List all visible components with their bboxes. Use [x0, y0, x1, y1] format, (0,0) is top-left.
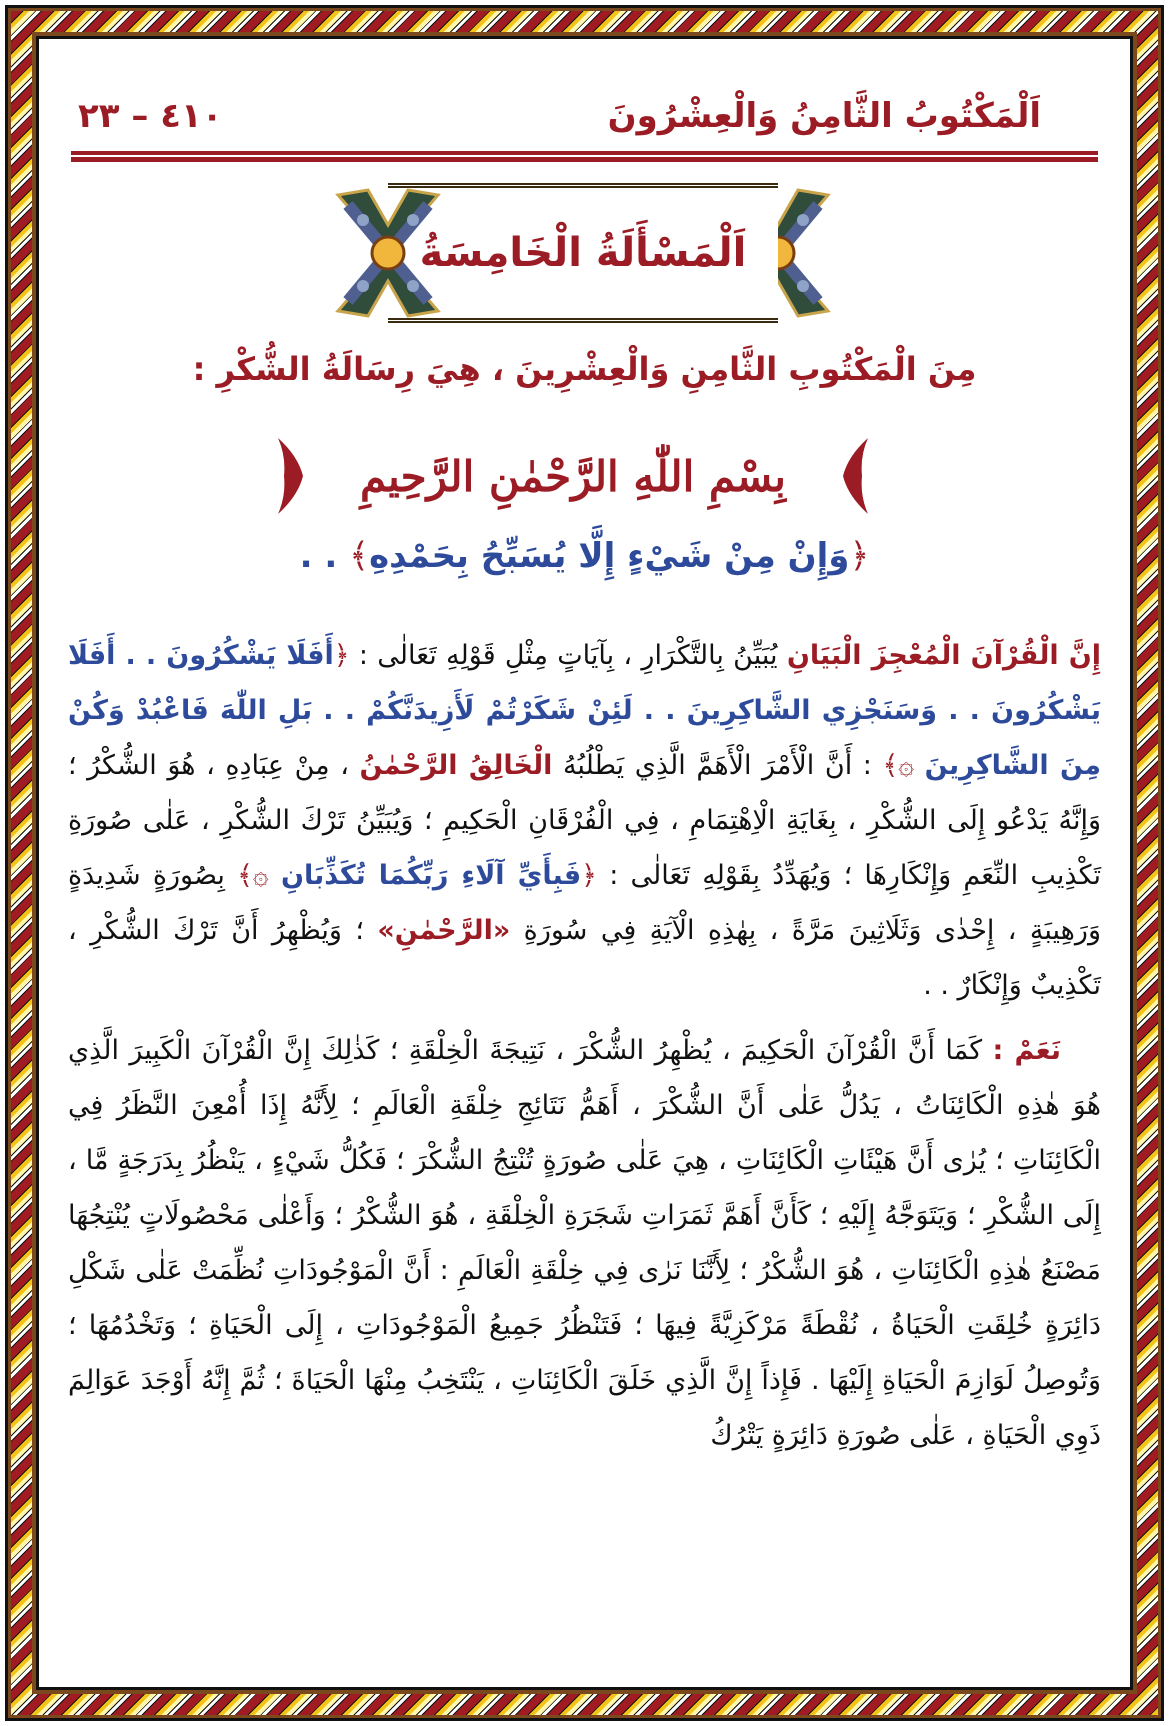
- section-title-cartouche: [328, 183, 838, 323]
- page: [38, 38, 1131, 1688]
- opening-verse-trail: . .: [299, 536, 350, 576]
- body-span: يُبَيِّنُ بِالتَّكْرَارِ ، بِآيَاتٍ مِثْلِ قَوْلِهِ تَعَالٰى :: [349, 640, 787, 671]
- body-span: ، مِنْ عِبَادِهِ ، هُوَ الشُّكْرُ ؛ وَإِنَّهُ يَدْعُو إِلَى الشُّكْرِ ، بِغَايَةِ الْاِهْتِمَامِ ، فِي الْفُرْقَانِ الْحَكِيمِ ؛ وَيُبَيِّنُ تَرْكَ الشُّكْرِ ، عَلٰى صُورَةِ تَكْذِيبِ النِّعَمِ وَإِنْكَارِهَا ؛ وَيُهَدِّدُ بِقَوْلِهِ تَعَالٰى :: [68, 750, 1102, 891]
- opening-verse-text: وَإِنْ مِنْ شَيْءٍ إِلَّا يُسَبِّحُ بِحَمْدِهِ: [369, 536, 850, 576]
- emphasis-red: «الرَّحْمٰنِ»: [377, 915, 511, 946]
- body-span: كَمَا أَنَّ الْقُرْآنَ الْحَكِيمَ ، يُظْهِرُ الشُّكْرَ ، نَتِيجَةَ الْخِلْقَةِ ؛ كَذٰلِكَ إِنَّ الْقُرْآنَ الْكَبِيرَ الَّذِي هُوَ هٰذِهِ الْكَائِنَاتُ ، يَدُلُّ عَلٰى أَنَّ الشُّكْرَ ، أَهَمُّ نَتَائِجِ خِلْقَةِ الْعَالَمِ ؛ لِأَنَّهُ إِذَا أُمْعِنَ النَّظَرُ فِي الْكَائِنَاتِ ؛ يُرٰى أَنَّ هَيْئَاتِ الْكَائِنَاتِ ، هِيَ عَلٰى صُورَةٍ تُنْتِجُ الشُّكْرَ ؛ فَكُلُّ شَيْءٍ ، يَنْظُرُ بِدَرَجَةٍ مَّا ، إِلَى الشُّكْرِ ؛ وَيَتَوَجَّهُ إِلَيْهِ ؛ كَأَنَّ أَهَمَّ ثَمَرَاتِ شَجَرَةِ الْخِلْقَةِ ، هُوَ الشُّكْرُ ؛ وَأَعْلٰى مَحْصُولَاتٍ يُنْتِجُهَا مَصْنَعُ هٰذِهِ الْكَائِنَاتِ ، هُوَ الشُّكْرُ ؛ لِأَنَّنَا نَرٰى فِي خِلْقَةِ الْعَالَمِ : أَنَّ الْمَوْجُودَاتِ نُظِّمَتْ عَلٰى شَكْلِ دَائِرَةٍ خُلِقَتِ الْحَيَاةُ ، نُقْطَةً مَرْكَزِيَّةً فِيهَا ؛ فَتَنْظُرُ جَمِيعُ الْمَوْجُودَاتِ ، إِلَى الْحَيَاةِ ؛ وَتَخْدُمُهَا ؛ وَتُوصِلُ لَوَازِمَ الْحَيَاةِ إِلَيْهَا . فَإِذاً إِنَّ الَّذِي خَلَقَ الْكَائِنَاتِ ، يَنْتَخِبُ مِنْهَا الْحَيَاةَ ؛ ثُمَّ إِنَّهُ أَوْجَدَ عَوَالِمَ ذَوِي الْحَيَاةِ ، عَلٰى صُورَةِ دَائِرَةٍ يَتْرُكُ: [68, 1035, 1101, 1451]
- quran-bracket-close: ۞﴾: [237, 860, 281, 891]
- body-span: ؛ وَيُظْهِرُ أَنَّ تَرْكَ الشُّكْرِ ، تَكْذِيبٌ وَإِنْكَارٌ . .: [68, 915, 1101, 1001]
- quran-bracket-open: ﴿: [849, 536, 870, 576]
- arabesque-ornament-icon: [838, 436, 878, 516]
- quran-bracket-close: ﴾: [349, 536, 370, 576]
- basmala-text: بِسْمِ اللّٰهِ الرَّحْمٰنِ الرَّحِيمِ: [360, 451, 786, 501]
- section-subtitle: مِنَ الْمَكْتُوبِ الثَّامِنِ وَالْعِشْرِينَ ، هِيَ رِسَالَةُ الشُّكْرِ :: [192, 350, 977, 388]
- floral-ornament-icon: [328, 185, 448, 321]
- emphasis-red: إِنَّ الْقُرْآنَ الْمُعْجِزَ الْبَيَانِ: [786, 640, 1101, 671]
- quran-bracket-open: ﴿: [581, 860, 597, 891]
- opening-verse: [218, 535, 951, 576]
- header-divider: [71, 151, 1098, 162]
- page-number: ٤١٠ – ٢٣: [78, 96, 223, 136]
- section-title: اَلْمَسْأَلَةُ الْخَامِسَةُ: [419, 230, 747, 276]
- body-text: [68, 628, 1101, 1463]
- paragraph-1: [68, 628, 1101, 1013]
- arabesque-ornament-icon: [268, 436, 308, 516]
- paragraph-2: [68, 1023, 1101, 1463]
- quran-quote: أَفَلَا يَشْكُرُونَ . . أَفَلَا يَشْكُرُونَ . . وَسَنَجْزِي الشَّاكِرِينَ . . لَئِنْ شَكَرْتُمْ لَأَزِيدَنَّكُمْ . . بَلِ اللّٰهَ فَاعْبُدْ وَكُنْ مِنَ الشَّاكِرِينَ: [68, 640, 1101, 781]
- body-span: بِصُورَةٍ شَدِيدَةٍ وَرَهِيبَةٍ ، إِحْدٰى وَثَلَاثِينَ مَرَّةً ، بِهٰذِهِ الْآيَةِ فِي سُورَةِ: [68, 860, 1101, 946]
- quran-bracket-close: ۞﴾: [882, 750, 925, 781]
- running-header: [68, 88, 1101, 144]
- paragraph-lead: نَعَمْ :: [992, 1035, 1061, 1066]
- emphasis-red: الْخَالِقُ الرَّحْمٰنُ: [359, 750, 553, 781]
- basmala: [268, 431, 878, 521]
- body-span: : أَنَّ الْأَمْرَ الْأَهَمَّ الَّذِي يَطْلُبُهُ: [552, 750, 883, 781]
- chapter-title: اَلْمَكْتُوبُ الثَّامِنُ وَالْعِشْرُونَ: [607, 96, 1041, 136]
- quran-quote: فَبِأَيِّ آلَاءِ رَبِّكُمَا تُكَذِّبَانِ: [280, 860, 582, 891]
- quran-bracket-open: ﴿: [333, 640, 350, 671]
